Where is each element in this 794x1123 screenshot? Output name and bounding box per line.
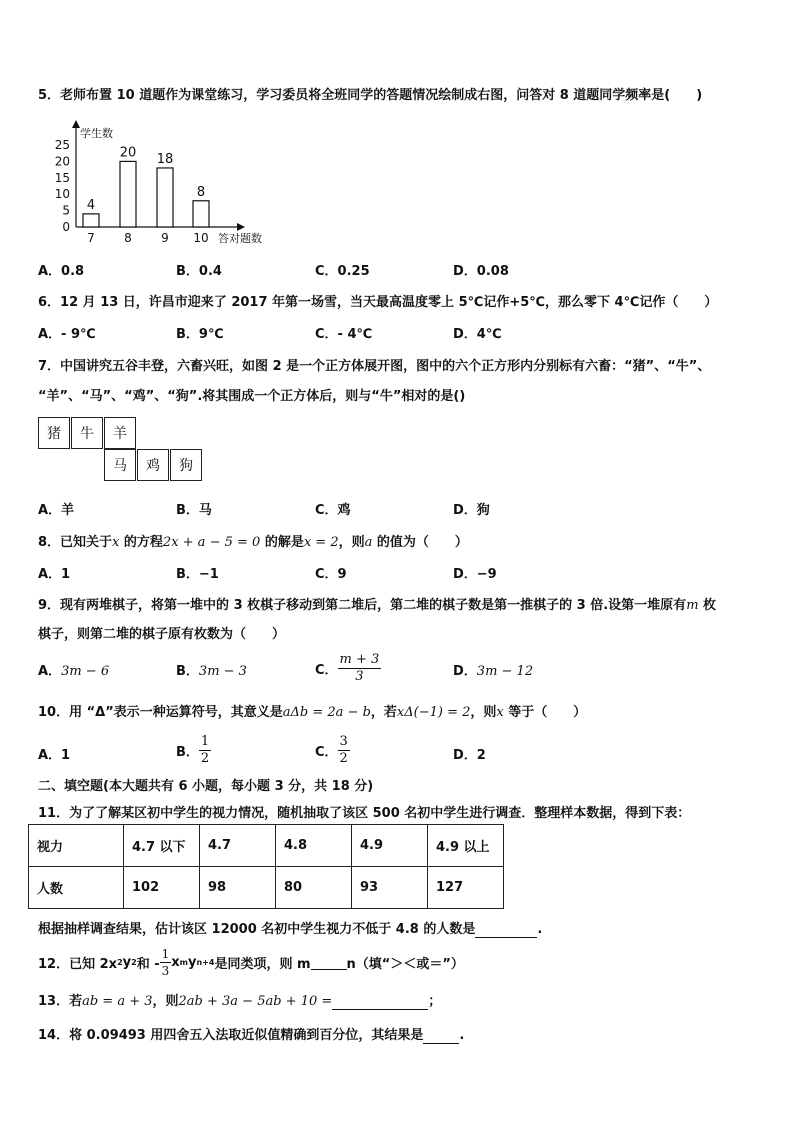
q13-stem: 13．若ab = a + 3，则2ab + 3a − 5ab + 10 = ； (38, 994, 442, 1009)
answer-blank[interactable] (311, 954, 347, 970)
q10-option-a: A．1 (38, 748, 71, 763)
table-cell: 80 (276, 867, 352, 909)
cube-net (38, 417, 208, 483)
q8-option-a: A．1 (38, 567, 71, 582)
y-tick-label: 5 (62, 203, 70, 218)
net-cell-chicken: 鸡 (137, 449, 169, 481)
q9-stem-line1: 9．现有两堆棋子，将第一堆中的 3 枚棋子移动到第二堆后，第二堆的棋子数是第一推棋子的 3 倍.设第一堆原有m 枚 (38, 598, 717, 613)
table-cell: 4.9 以上 (428, 825, 504, 867)
x-axis-arrow (237, 223, 245, 231)
table-cell: 人数 (29, 867, 124, 909)
x-tick-label: 9 (161, 231, 169, 245)
q8-option-b: B．−1 (176, 567, 219, 582)
answer-blank[interactable] (475, 922, 537, 938)
q10-option-c: C． $\frac{3}{2}$ (315, 734, 348, 766)
net-cell-sheep: 羊 (104, 417, 136, 449)
net-cell-horse: 马 (104, 449, 136, 481)
y-axis-arrow (72, 120, 80, 128)
q8-option-c: C．9 (315, 567, 347, 582)
y-tick-label: 25 (54, 138, 70, 152)
net-cell-dog: 狗 (170, 449, 202, 481)
table-cell: 93 (352, 867, 428, 909)
table-cell: 98 (200, 867, 276, 909)
bar (83, 214, 99, 227)
table-row (29, 867, 504, 909)
q5-option-d: D．0.08 (453, 264, 509, 279)
q5-option-b: B．0.4 (176, 264, 222, 279)
q10-option-b: B． $\frac{1}{2}$ (176, 734, 210, 766)
q12-stem: 12．已知 2x 2 y 2 和 - $\frac{1}{3}$ x m y n+4 是同类项，则 m n（填“＞＜或＝”） (38, 946, 464, 978)
q7-option-d: D．狗 (453, 503, 490, 518)
x-tick-label: 10 (193, 231, 209, 245)
bar-data-label: 8 (196, 184, 206, 200)
q9-stem-line2: 棋子，则第二堆的棋子原有枚数为（ ） (38, 627, 286, 642)
q11-stem: 11．为了了解某区初中学生的视力情况，随机抽取了该区 500 名初中学生进行调查．整理样本数据，得到下表： (38, 806, 691, 821)
q10-stem: 10．用 “Δ”表示一种运算符号，其意义是aΔb = 2a − b，若xΔ(−1) = 2，则x 等于（ ） (38, 705, 587, 720)
q6-option-b: B．9℃ (176, 327, 224, 342)
bar-data-label: 20 (119, 145, 137, 161)
table-cell: 4.8 (276, 825, 352, 867)
q11-question: 根据抽样调查结果，估计该区 12000 名初中学生视力不低于 4.8 的人数是 . (38, 922, 543, 937)
q6-option-d: D．4℃ (453, 327, 502, 342)
q9-option-b: B．3m − 3 (176, 664, 247, 679)
q9-option-c: C． $\frac{m + 3}{3}$ (315, 652, 380, 684)
q7-stem-line2: “羊”、“马”、“鸡”、“狗”.将其围成一个正方体后，则与“牛”相对的是() (38, 389, 466, 404)
y-tick-label: 20 (54, 154, 70, 169)
q5-stem: 5．老师布置 10 道题作为课堂练习，学习委员将全班同学的答题情况绘制成右图，问答对 8 道题同学频率是( ) (38, 88, 703, 103)
q6-stem: 6．12 月 13 日，许昌市迎来了 2017 年第一场雪，当天最高温度零上 5℃记作+5℃，那么零下 4℃记作（ ） (38, 295, 718, 310)
q9-option-a: A．3m − 6 (38, 664, 110, 679)
section-fill-in-title: 二、填空题(本大题共有 6 小题，每小题 3 分，共 18 分) (38, 779, 374, 794)
q10-option-d: D．2 (453, 748, 486, 763)
table-cell: 4.7 (200, 825, 276, 867)
x-tick-label: 8 (124, 231, 132, 245)
q8-stem: 8．已知关于x 的方程2x + a − 5 = 0 的解是x = 2，则a 的值为（ ） (38, 535, 468, 550)
bar-data-label: 4 (86, 197, 96, 213)
q5-bar-chart (38, 112, 288, 247)
q6-option-a: A．- 9℃ (38, 327, 96, 342)
bar (120, 161, 136, 227)
y-tick-label: 15 (54, 170, 70, 185)
q7-option-b: B．马 (176, 503, 212, 518)
q7-option-a: A．羊 (38, 503, 75, 518)
table-cell: 4.9 (352, 825, 428, 867)
net-cell-pig: 猪 (38, 417, 70, 449)
q14-stem: 14．将 0.09493 用四舍五入法取近似值精确到百分位，其结果是 . (38, 1028, 465, 1043)
q5-option-a: A．0.8 (38, 264, 85, 279)
table-cell: 视力 (29, 825, 124, 867)
bar (193, 201, 209, 227)
answer-blank[interactable] (332, 994, 428, 1010)
q7-option-c: C．鸡 (315, 503, 351, 518)
answer-blank[interactable] (423, 1028, 459, 1044)
y-tick-label: 0 (62, 220, 70, 234)
bar-data-label: 18 (156, 151, 174, 167)
x-tick-label: 7 (87, 231, 95, 245)
table-cell: 127 (428, 867, 504, 909)
q5-option-c: C．0.25 (315, 264, 370, 279)
vision-table (28, 824, 504, 909)
bar (157, 168, 173, 227)
table-cell: 4.7 以下 (124, 825, 200, 867)
q6-option-c: C．- 4℃ (315, 327, 373, 342)
y-tick-label: 10 (54, 187, 70, 202)
x-axis-label: 答对题数 (218, 232, 262, 245)
y-axis-label: 学生数 (80, 127, 113, 140)
q9-option-d: D．3m − 12 (453, 664, 534, 679)
net-cell-ox: 牛 (71, 417, 103, 449)
q8-option-d: D．−9 (453, 567, 497, 582)
q7-stem-line1: 7．中国讲究五谷丰登，六畜兴旺，如图 2 是一个正方体展开图，图中的六个正方形内分别标有六畜：“猪”、“牛”、 (38, 359, 711, 374)
table-cell: 102 (124, 867, 200, 909)
table-row (29, 825, 504, 867)
